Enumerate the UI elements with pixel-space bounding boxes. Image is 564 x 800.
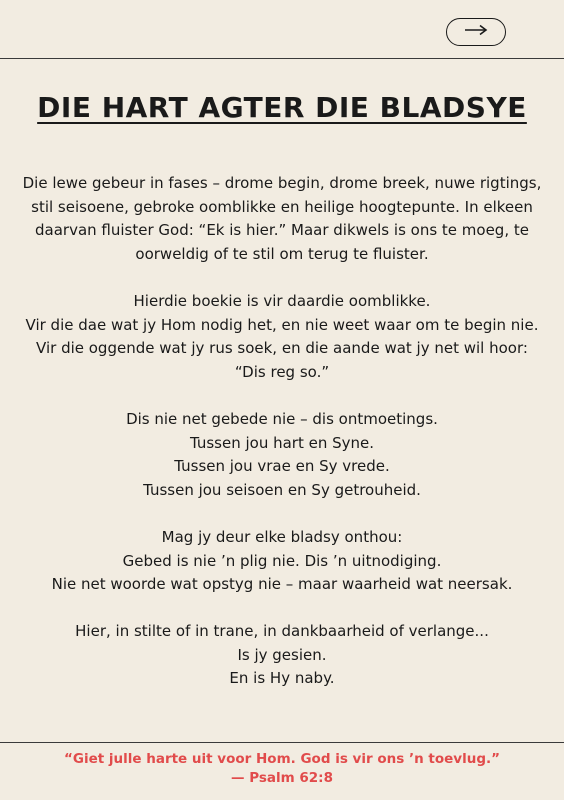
paragraph-line: Is jy gesien. bbox=[237, 645, 327, 664]
body-text bbox=[20, 172, 544, 715]
footer-divider bbox=[0, 742, 564, 743]
paragraph-remember bbox=[20, 526, 544, 597]
paragraph-line: Hier, in stilte of in trane, in dankbaarheid of verlange... bbox=[75, 622, 489, 641]
scripture-reference: — Psalm 62:8 bbox=[231, 770, 333, 786]
arrow-right-icon bbox=[463, 23, 489, 41]
paragraph-line: Tussen jou seisoen en Sy getrouheid. bbox=[143, 480, 421, 499]
scripture-quote bbox=[0, 750, 564, 788]
paragraph-line: “Dis reg so.” bbox=[234, 362, 330, 381]
paragraph-line: Vir die dae wat jy Hom nodig het, en nie weet waar om te begin nie. bbox=[25, 315, 539, 334]
top-bar bbox=[0, 0, 564, 59]
paragraph-line: En is Hy naby. bbox=[229, 669, 335, 688]
paragraph-line: Die lewe gebeur in fases – drome begin, drome breek, nuwe rigtings, stil seisoene, gebroke oomblikke en heilige hoogtepunte. In elkeen daarvan fluister God: “Ek is hier.” Maar dikwels is ons te moeg, te oorweldig of te stil om terug te fluister. bbox=[22, 174, 542, 263]
paragraph-intro bbox=[20, 172, 544, 266]
paragraph-line: Hierdie boekie is vir daardie oomblikke. bbox=[133, 291, 431, 310]
page-title: DIE HART AGTER DIE BLADSYE bbox=[37, 91, 527, 124]
paragraph-line: Gebed is nie ’n plig nie. Dis ’n uitnodiging. bbox=[122, 551, 442, 570]
paragraph-line: Mag jy deur elke bladsy onthou: bbox=[161, 527, 403, 546]
scripture-text: “Giet julle harte uit voor Hom. God is vir ons ’n toevlug.” bbox=[63, 751, 500, 767]
paragraph-moments bbox=[20, 290, 544, 384]
paragraph-encounters bbox=[20, 408, 544, 502]
paragraph-line: Vir die oggende wat jy rus soek, en die aande wat jy net wil hoor: bbox=[36, 339, 528, 358]
paragraph-line: Tussen jou hart en Syne. bbox=[189, 433, 375, 452]
paragraph-line: Dis nie net gebede nie – dis ontmoetings. bbox=[126, 409, 438, 428]
paragraph-line: Tussen jou vrae en Sy vrede. bbox=[174, 457, 390, 476]
paragraph-closing bbox=[20, 620, 544, 691]
next-page-button[interactable] bbox=[446, 18, 506, 46]
paragraph-line: Nie net woorde wat opstyg nie – maar waarheid wat neersak. bbox=[51, 575, 513, 594]
